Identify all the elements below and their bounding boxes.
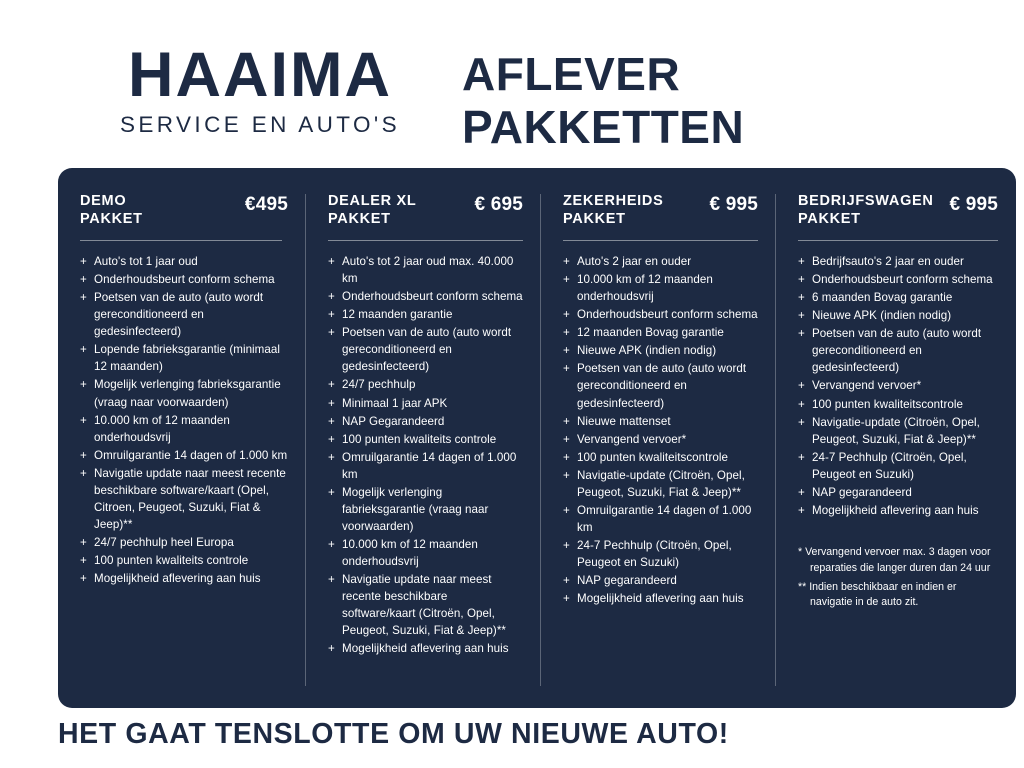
brand-tagline: SERVICE EN AUTO'S [119,111,401,137]
feature-item [328,449,523,483]
feature-label: Nieuwe APK (indien nodig) [812,309,952,323]
feature-label: Navigatie-update (Citroën, Opel, Peugeot, Suzuki, Fiat & Jeep)** [577,468,745,499]
footnote-list [798,545,998,612]
package-name-line2: PAKKET [80,211,143,228]
feature-item [328,376,523,393]
plus-icon: + [328,255,335,269]
plus-icon: + [563,468,570,482]
feature-label: 6 maanden Bovag garantie [812,291,953,305]
feature-item [563,306,758,323]
feature-label: NAP gegarandeerd [812,485,912,499]
feature-item [563,502,758,536]
brand-logo [90,40,430,138]
plus-icon: + [798,255,805,269]
feature-label: 10.000 km of 12 maanden onderhoudsvrij [94,413,230,444]
feature-label: Mogelijk verlenging fabrieksgarantie (vraag naar voorwaarden) [342,485,489,533]
feature-label: Vervangend vervoer* [577,432,687,446]
package-header [80,190,288,228]
plus-icon: + [328,537,335,551]
plus-icon: + [798,309,805,323]
feature-item [563,253,758,270]
feature-label: Poetsen van de auto (auto wordt gereconditioneerd en gedesinfecteerd) [812,327,982,375]
plus-icon: + [798,273,805,287]
package-column-zekerheids [541,190,776,708]
feature-item [798,502,998,519]
feature-label: 10.000 km of 12 maanden onderhoudsvrij [342,537,478,568]
footnote: * Vervangend vervoer max. 3 dagen voor reparaties die langer duren dan 24 uur [798,545,991,574]
feature-item [80,465,288,533]
feature-label: NAP gegarandeerd [577,573,677,587]
feature-item [80,376,288,410]
feature-item [563,449,758,466]
feature-list [80,253,288,587]
feature-item [563,342,758,359]
package-name-line1: ZEKERHEIDS [563,193,664,209]
feature-list [798,253,998,518]
plus-icon: + [563,591,570,605]
feature-item [798,289,998,306]
plus-icon: + [798,379,805,393]
feature-item [328,571,523,639]
feature-item [563,590,758,607]
plus-icon: + [328,432,335,446]
plus-icon: + [798,503,805,517]
feature-item [798,414,998,448]
plus-icon: + [80,255,87,269]
feature-label: Omruilgarantie 14 dagen of 1.000 km [577,503,752,534]
feature-label: Minimaal 1 jaar APK [342,396,448,410]
feature-label: Mogelijkheid aflevering aan huis [812,503,979,517]
package-name-line2: PAKKET [798,211,861,228]
page-title-line1: AFLEVER [462,48,681,100]
feature-label: Mogelijkheid aflevering aan huis [577,591,744,605]
feature-label: Mogelijkheid aflevering aan huis [342,641,509,655]
feature-item [80,253,288,270]
plus-icon: + [80,535,87,549]
feature-item [328,306,523,323]
plus-icon: + [328,378,335,392]
feature-label: 100 punten kwaliteitscontrole [812,397,963,411]
package-column-demo [58,190,306,708]
plus-icon: + [80,343,87,357]
package-name [563,190,663,228]
feature-item [798,325,998,376]
plus-icon: + [563,326,570,340]
feature-label: Poetsen van de auto (auto wordt gereconditioneerd en gedesinfecteerd) [577,362,747,410]
feature-item [798,253,998,270]
plus-icon: + [563,538,570,552]
feature-label: Omruilgarantie 14 dagen of 1.000 km [342,450,517,481]
feature-label: Onderhoudsbeurt conform schema [577,308,758,322]
plus-icon: + [328,450,335,464]
feature-label: Auto's tot 1 jaar oud [94,255,198,269]
package-name-line1: BEDRIJFSWAGEN [798,193,934,209]
feature-item [328,640,523,657]
plus-icon: + [798,415,805,429]
feature-label: Poetsen van de auto (auto wordt gereconditioneerd en gedesinfecteerd) [94,291,264,339]
feature-item [563,271,758,305]
plus-icon: + [80,273,87,287]
plus-icon: + [328,308,335,322]
feature-item [328,253,523,287]
page-title-line2: PAKKETTEN [462,100,745,153]
feature-label: 100 punten kwaliteits controle [342,432,497,446]
package-column-bedrijfswagen [776,190,1016,708]
feature-label: Bedrijfsauto's 2 jaar en ouder [812,255,964,269]
plus-icon: + [80,291,87,305]
plus-icon: + [328,485,335,499]
feature-item [328,324,523,375]
feature-label: Navigatie update naar meest recente beschikbare software/kaart (Citroën, Opel, Peugeot, Suzuki, Fiat & Jeep)** [342,572,506,637]
plus-icon: + [80,413,87,427]
package-name-line2: PAKKET [563,211,626,228]
package-name [328,190,416,228]
footer-slogan: HET GAAT TENSLOTTE OM UW NIEUWE AUTO! [58,718,729,750]
feature-label: Mogelijk verlenging fabrieksgarantie (vraag naar voorwaarden) [94,378,281,409]
package-name [798,190,934,228]
feature-label: 100 punten kwaliteitscontrole [577,450,728,464]
packages-panel [58,168,1016,708]
plus-icon: + [328,326,335,340]
feature-label: 12 maanden garantie [342,308,453,322]
footnote: ** Indien beschikbaar en indien er navigatie in de auto zit. [798,580,957,609]
plus-icon: + [563,362,570,376]
plus-icon: + [798,485,805,499]
feature-item [798,377,998,394]
feature-label: Onderhoudsbeurt conform schema [342,290,523,304]
feature-item [798,484,998,501]
package-price: €495 [244,194,288,215]
feature-label: 24/7 pechhulp [342,378,416,392]
package-name-line1: DEMO [80,193,127,209]
header-divider [328,240,523,241]
feature-label: Nieuwe mattenset [577,414,671,428]
feature-list [563,253,758,607]
feature-item [80,289,288,340]
plus-icon: + [798,327,805,341]
package-column-dealer-xl [306,190,541,708]
feature-item [80,271,288,288]
package-name-line2: PAKKET [328,211,391,228]
feature-item [798,307,998,324]
plus-icon: + [798,397,805,411]
package-price: € 995 [709,194,758,215]
plus-icon: + [798,450,805,464]
feature-label: 24-7 Pechhulp (Citroën, Opel, Peugeot en Suzuki) [812,450,967,481]
feature-label: NAP Gegarandeerd [342,414,445,428]
plus-icon: + [563,414,570,428]
package-header [798,190,998,228]
feature-item [80,534,288,551]
package-price: € 995 [949,194,998,215]
plus-icon: + [563,308,570,322]
plus-icon: + [328,290,335,304]
plus-icon: + [328,572,335,586]
plus-icon: + [80,466,87,480]
plus-icon: + [563,573,570,587]
header [0,40,1024,160]
feature-item [80,412,288,446]
package-name [80,190,143,228]
feature-item [563,537,758,571]
header-divider [798,240,998,241]
feature-item [80,570,288,587]
plus-icon: + [80,448,87,462]
feature-label: Omruilgarantie 14 dagen of 1.000 km [94,448,288,462]
plus-icon: + [328,396,335,410]
plus-icon: + [80,571,87,585]
feature-label: Lopende fabrieksgarantie (minimaal 12 maanden) [94,343,281,374]
feature-list [328,253,523,657]
feature-label: Nieuwe APK (indien nodig) [577,344,717,358]
feature-item [328,288,523,305]
feature-label: Auto's tot 2 jaar oud max. 40.000 km [342,255,514,286]
plus-icon: + [328,414,335,428]
feature-label: Mogelijkheid aflevering aan huis [94,571,261,585]
feature-label: 24/7 pechhulp heel Europa [94,535,234,549]
plus-icon: + [80,378,87,392]
feature-item [328,413,523,430]
feature-item [328,484,523,535]
package-price: € 695 [474,194,523,215]
feature-item [563,467,758,501]
header-divider [563,240,758,241]
feature-item [563,413,758,430]
feature-item [563,360,758,411]
feature-label: Auto's 2 jaar en ouder [577,255,692,269]
plus-icon: + [80,553,87,567]
page-title [462,48,744,154]
feature-label: Navigatie update naar meest recente beschikbare software/kaart (Opel, Citroen, Peugeot, Suzuki, Fiat & Jeep)** [94,466,286,531]
feature-item [328,431,523,448]
package-header [328,190,523,228]
feature-label: Vervangend vervoer* [812,379,922,393]
feature-label: 12 maanden Bovag garantie [577,326,724,340]
feature-item [798,396,998,413]
feature-item [80,341,288,375]
plus-icon: + [798,291,805,305]
package-header [563,190,758,228]
feature-item [328,536,523,570]
feature-label: Navigatie-update (Citroën, Opel, Peugeot, Suzuki, Fiat & Jeep)** [812,415,980,446]
feature-item [80,552,288,569]
header-divider [80,240,282,241]
feature-item [328,395,523,412]
feature-item [80,447,288,464]
plus-icon: + [563,432,570,446]
plus-icon: + [563,255,570,269]
feature-label: 100 punten kwaliteits controle [94,553,249,567]
feature-item [563,572,758,589]
feature-label: 10.000 km of 12 maanden onderhoudsvrij [577,273,713,304]
plus-icon: + [563,344,570,358]
feature-label: Onderhoudsbeurt conform schema [812,273,993,287]
feature-label: Onderhoudsbeurt conform schema [94,273,275,287]
plus-icon: + [563,273,570,287]
plus-icon: + [328,641,335,655]
feature-label: Poetsen van de auto (auto wordt gereconditioneerd en gedesinfecteerd) [342,326,512,374]
feature-item [798,271,998,288]
feature-item [798,449,998,483]
plus-icon: + [563,503,570,517]
feature-item [563,324,758,341]
plus-icon: + [563,450,570,464]
feature-label: 24-7 Pechhulp (Citroën, Opel, Peugeot en Suzuki) [577,538,732,569]
feature-item [563,431,758,448]
package-name-line1: DEALER XL [328,193,417,209]
brand-name: HAAIMA [128,40,392,110]
